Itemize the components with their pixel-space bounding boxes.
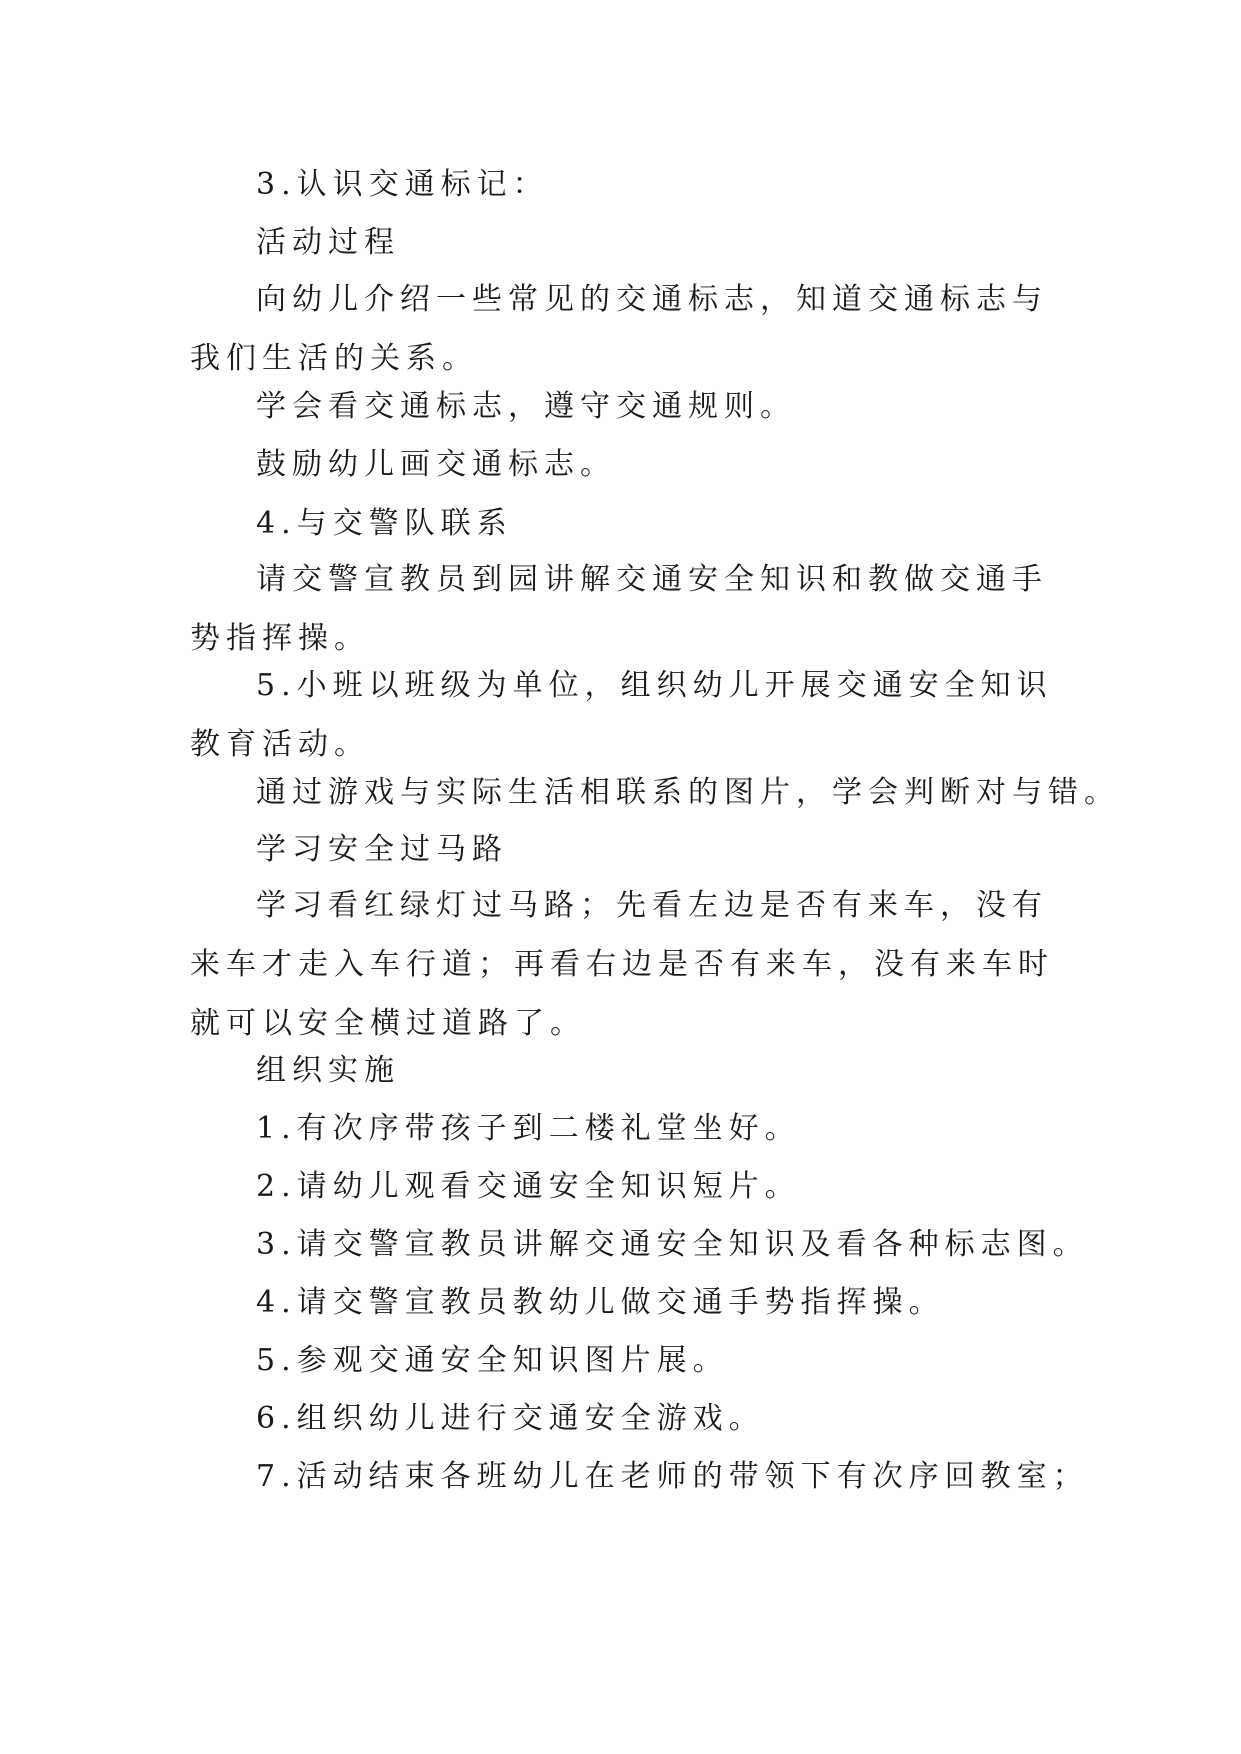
- list-item-3: 3.请交警宣教员讲解交通安全知识及看各种标志图。: [256, 1227, 1089, 1262]
- paragraph-introduce-signs: 向幼儿介绍一些常见的交通标志，知道交通标志与我们生活的关系。: [190, 282, 1048, 376]
- paragraph-draw-signs: 鼓励幼儿画交通标志。: [256, 447, 616, 482]
- paragraph-cross-road-heading: 学习安全过马路: [256, 832, 508, 867]
- list-item-2: 2.请幼儿观看交通安全知识短片。: [256, 1169, 801, 1204]
- paragraph-class-activity: 5.小班以班级为单位，组织幼儿开展交通安全知识教育活动。: [190, 668, 1053, 762]
- paragraph-cross-road-steps: 学习看红绿灯过马路；先看左边是否有来车，没有来车才走入车行道；再看右边是否有来车，没有来车时就可以安全横过道路了。: [190, 888, 1054, 1041]
- paragraph-traffic-markings: 3.认识交通标记：: [256, 167, 549, 202]
- paragraph-activity-process: 活动过程: [256, 225, 400, 260]
- list-item-5: 5.参观交通安全知识图片展。: [256, 1343, 729, 1378]
- list-item-6: 6.组织幼儿进行交通安全游戏。: [256, 1401, 765, 1436]
- paragraph-invite-educator: 请交警宣教员到园讲解交通安全知识和教做交通手势指挥操。: [190, 562, 1048, 656]
- list-item-1: 1.有次序带孩子到二楼礼堂坐好。: [256, 1111, 801, 1146]
- list-item-4: 4.请交警宣教员教幼儿做交通手势指挥操。: [256, 1285, 945, 1320]
- paragraph-contact-police: 4.与交警队联系: [256, 506, 513, 541]
- paragraph-games-pictures: 通过游戏与实际生活相联系的图片，学会判断对与错。: [256, 775, 1120, 810]
- paragraph-implementation: 组织实施: [256, 1053, 400, 1088]
- list-item-7: 7.活动结束各班幼儿在老师的带领下有次序回教室；: [256, 1459, 1089, 1494]
- paragraph-learn-signs: 学会看交通标志，遵守交通规则。: [256, 389, 796, 424]
